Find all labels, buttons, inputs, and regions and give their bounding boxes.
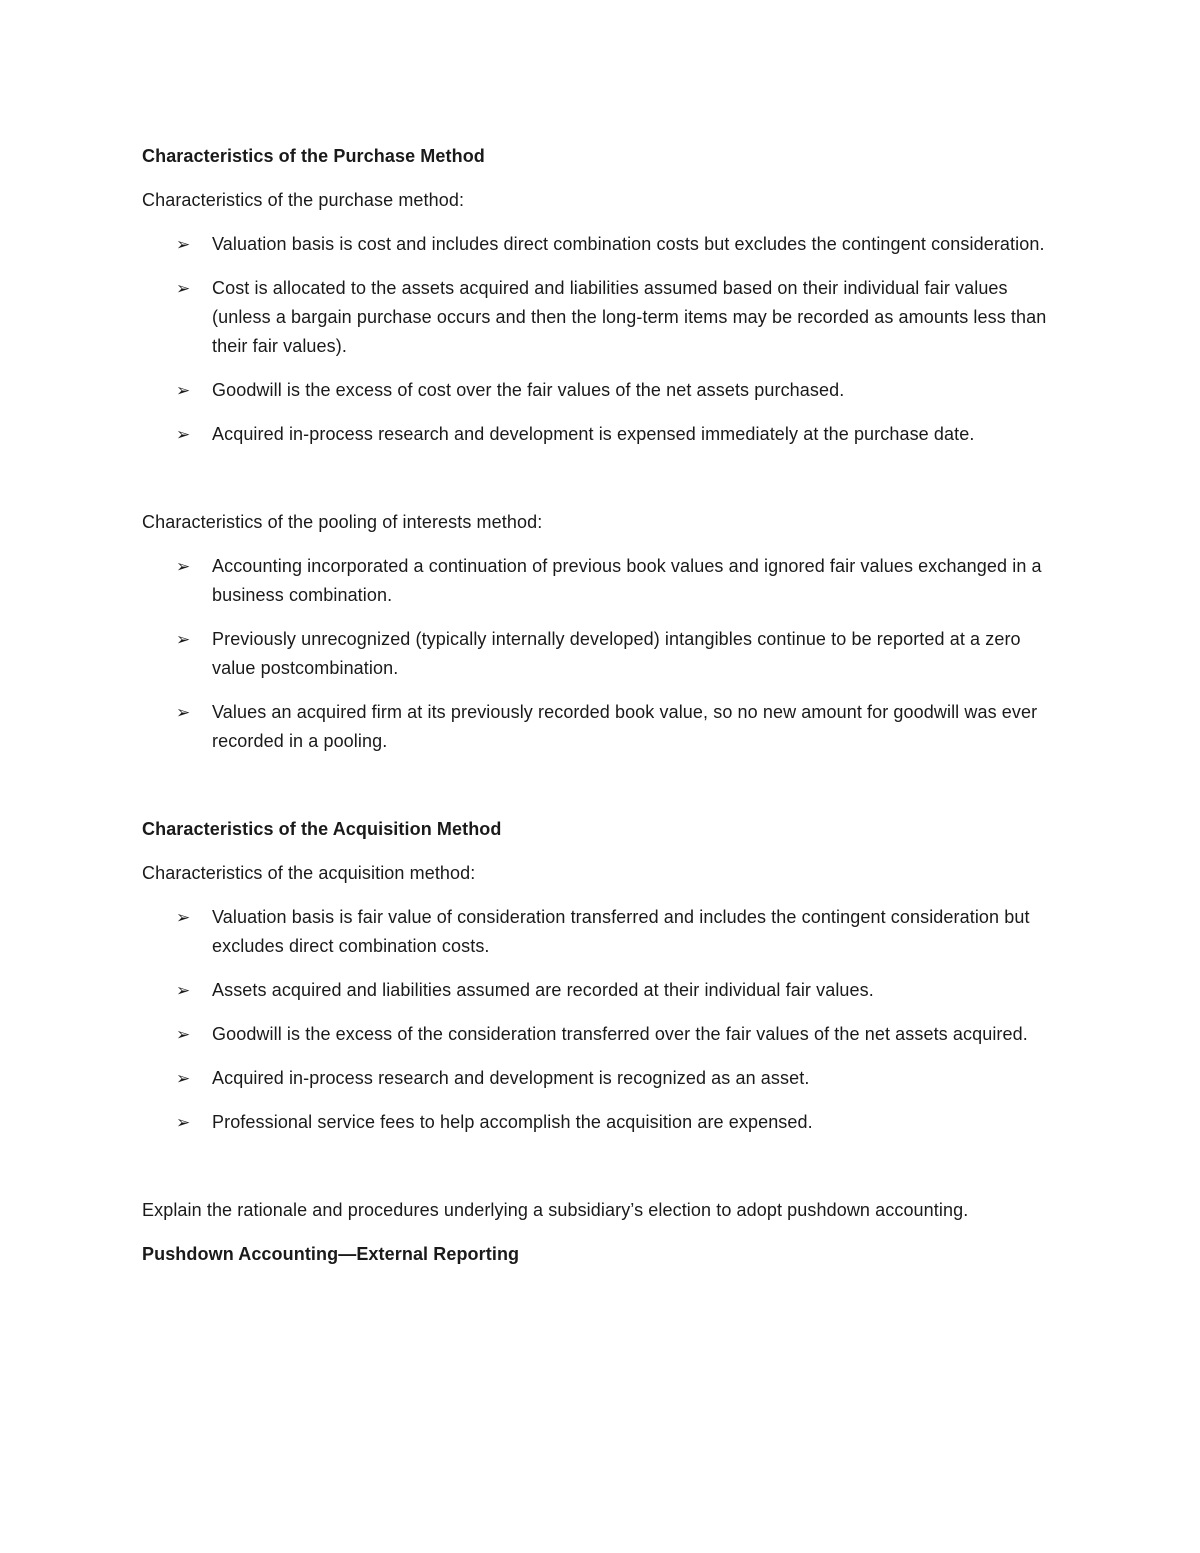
section-heading-purchase-method: Characteristics of the Purchase Method [142, 146, 485, 166]
list-item [142, 976, 1062, 1005]
list-item [142, 1108, 1062, 1137]
document-body [142, 142, 1062, 1284]
bullet-list-acquisition-method [142, 903, 1062, 1137]
list-item-text: Previously unrecognized (typically internally developed) intangibles continue to be reported at a zero value postcombination. [212, 629, 1021, 678]
section-intro-acquisition-method: Characteristics of the acquisition method: [142, 863, 476, 883]
bullet-list-pooling-method [142, 552, 1062, 756]
section-spacer [142, 1152, 1062, 1196]
arrowhead-bullet-icon: ➢ [176, 981, 191, 1000]
section-spacer [142, 464, 1062, 508]
section-spacer [142, 771, 1062, 815]
list-item-text: Professional service fees to help accomplish the acquisition are expensed. [212, 1112, 813, 1132]
list-item-text: Valuation basis is cost and includes direct combination costs but excludes the contingent consideration. [212, 234, 1045, 254]
list-item-text: Goodwill is the excess of the consideration transferred over the fair values of the net assets acquired. [212, 1024, 1028, 1044]
arrowhead-bullet-icon: ➢ [176, 1069, 191, 1088]
section-heading-pushdown-accounting: Pushdown Accounting—External Reporting [142, 1244, 520, 1264]
list-item [142, 230, 1062, 259]
arrowhead-bullet-icon: ➢ [176, 630, 191, 649]
list-item [142, 274, 1062, 361]
bullet-list-purchase-method [142, 230, 1062, 449]
section-intro-pooling-method: Characteristics of the pooling of interests method: [142, 512, 543, 532]
list-item-text: Acquired in-process research and development is recognized as an asset. [212, 1068, 810, 1088]
question-text: Explain the rationale and procedures underlying a subsidiary’s election to adopt pushdown accounting. [142, 1200, 969, 1220]
list-item [142, 420, 1062, 449]
arrowhead-bullet-icon: ➢ [176, 1113, 191, 1132]
section-intro-purchase-method: Characteristics of the purchase method: [142, 190, 465, 210]
arrowhead-bullet-icon: ➢ [176, 1025, 191, 1044]
list-item-text: Cost is allocated to the assets acquired and liabilities assumed based on their individual fair values (unless a bargain purchase occurs and then the long-term items may be recorded as amounts less than their fair values). [212, 278, 1047, 356]
arrowhead-bullet-icon: ➢ [176, 279, 191, 298]
list-item-text: Goodwill is the excess of cost over the fair values of the net assets purchased. [212, 380, 845, 400]
arrowhead-bullet-icon: ➢ [176, 235, 191, 254]
arrowhead-bullet-icon: ➢ [176, 908, 191, 927]
section-heading-acquisition-method: Characteristics of the Acquisition Method [142, 819, 502, 839]
list-item [142, 552, 1062, 610]
arrowhead-bullet-icon: ➢ [176, 425, 191, 444]
list-item [142, 376, 1062, 405]
arrowhead-bullet-icon: ➢ [176, 557, 191, 576]
list-item [142, 1064, 1062, 1093]
list-item [142, 1020, 1062, 1049]
list-item-text: Values an acquired firm at its previously recorded book value, so no new amount for goodwill was ever recorded in a pooling. [212, 702, 1038, 751]
list-item-text: Assets acquired and liabilities assumed are recorded at their individual fair values. [212, 980, 874, 1000]
list-item-text: Valuation basis is fair value of consideration transferred and includes the contingent consideration but excludes direct combination costs. [212, 907, 1030, 956]
list-item [142, 698, 1062, 756]
list-item-text: Acquired in-process research and development is expensed immediately at the purchase date. [212, 424, 975, 444]
list-item-text: Accounting incorporated a continuation of previous book values and ignored fair values exchanged in a business combination. [212, 556, 1042, 605]
list-item [142, 903, 1062, 961]
list-item [142, 625, 1062, 683]
arrowhead-bullet-icon: ➢ [176, 703, 191, 722]
arrowhead-bullet-icon: ➢ [176, 381, 191, 400]
